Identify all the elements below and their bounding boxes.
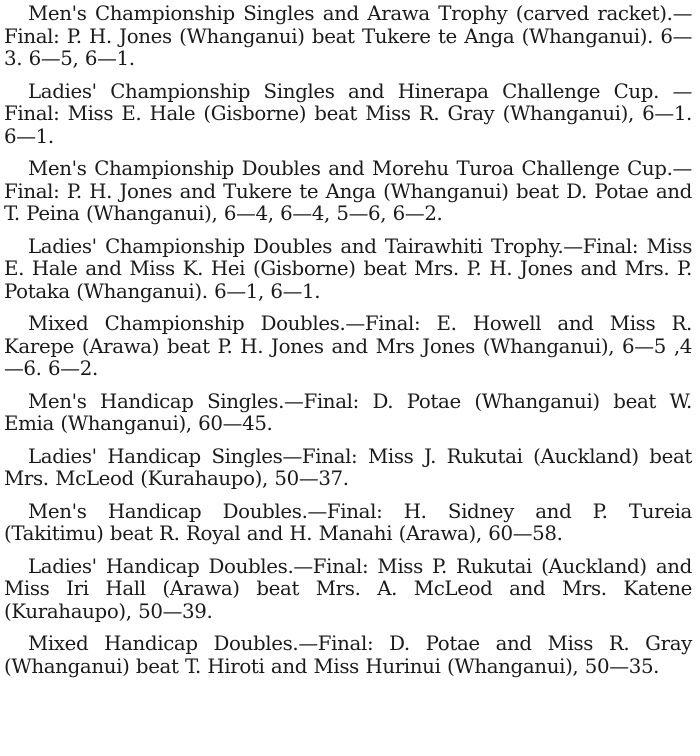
result-mens-championship-singles: Men's Championship Singles and Arawa Trophy (carved racket).—Final: P. H. Jones (Whanganui) beat Tukere te Anga (Whanganui). 6—3. 6—5, 6—1. — [4, 2, 692, 70]
result-ladies-handicap-doubles: Ladies' Handicap Doubles.—Final: Miss P. Rukutai (Auckland) and Miss Iri Hall (Arawa) beat Mrs. A. McLeod and Mrs. Katene (Kurahaupo), 50—39. — [4, 554, 692, 623]
result-ladies-handicap-singles: Ladies' Handicap Singles—Final: Miss J. Rukutai (Auckland) beat Mrs. McLeod (Kurahaupo), 50—37. — [4, 444, 692, 490]
result-mens-championship-doubles: Men's Championship Doubles and Morehu Turoa Challenge Cup.—Final: P. H. Jones and Tukere te Anga (Whanganui) beat D. Potae and T. Peina (Whanganui), 6—4, 6—4, 5—6, 6—2. — [4, 157, 692, 225]
result-mixed-handicap-doubles: Mixed Handicap Doubles.—Final: D. Potae and Miss R. Gray (Whanganui) beat T. Hiroti and Miss Hurinui (Whanganui), 50—35. — [4, 632, 692, 678]
result-mixed-championship-doubles: Mixed Championship Doubles.—Final: E. Howell and Miss R. Karepe (Arawa) beat P. H. Jones and Mrs Jones (Whanganui), 6—5 ,4—6. 6—2. — [4, 312, 692, 380]
result-ladies-championship-singles: Ladies' Championship Singles and Hinerapa Challenge Cup. —Final: Miss E. Hale (Gisborne) beat Miss R. Gray (Whanganui), 6—1. 6—1. — [4, 79, 692, 148]
result-mens-handicap-singles: Men's Handicap Singles.—Final: D. Potae (Whanganui) beat W. Emia (Whanganui), 60—45. — [4, 389, 692, 435]
result-ladies-championship-doubles: Ladies' Championship Doubles and Tairawhiti Trophy.—Final: Miss E. Hale and Miss K. Hei (Gisborne) beat Mrs. P. H. Jones and Mrs. P. Potaka (Whanganui). 6—1, 6—1. — [4, 234, 692, 303]
result-mens-handicap-doubles: Men's Handicap Doubles.—Final: H. Sidney and P. Tureia (Takitimu) beat R. Royal and H. Manahi (Arawa), 60—58. — [4, 499, 692, 545]
